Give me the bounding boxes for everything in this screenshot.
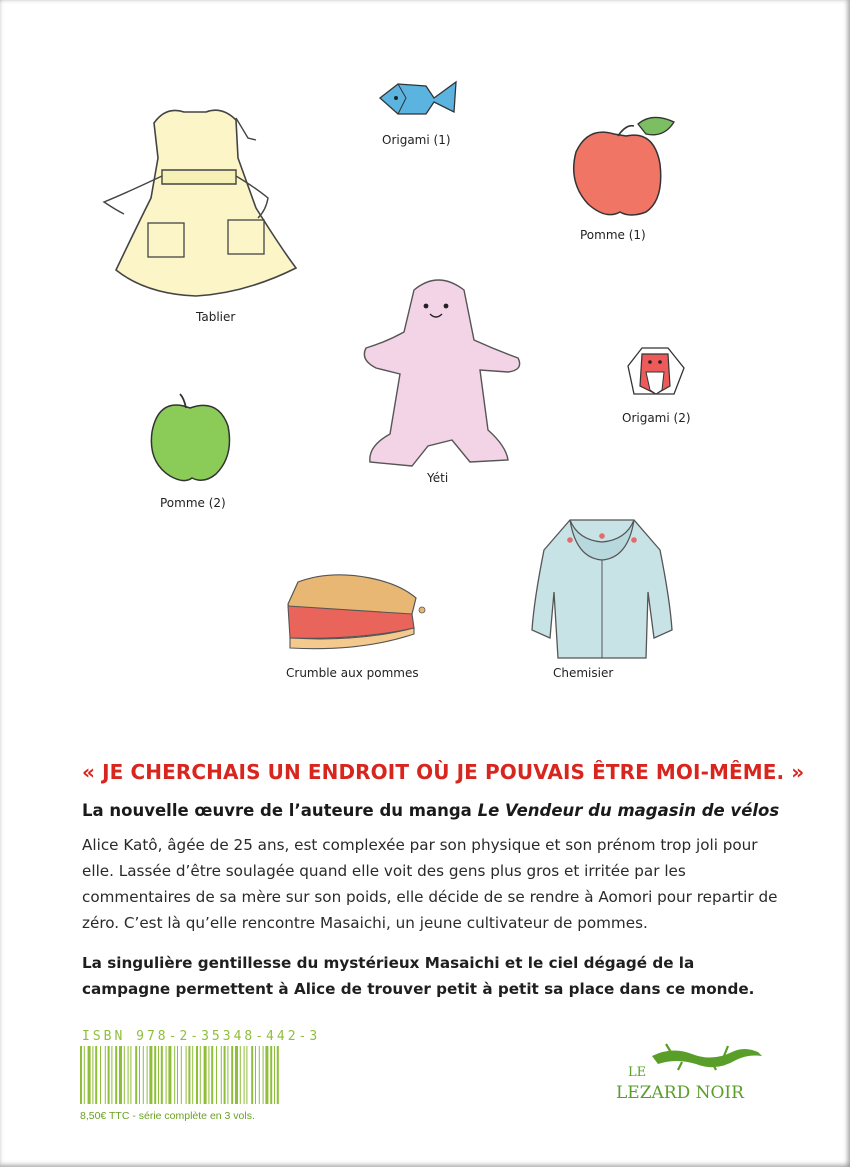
crumble-illustration <box>280 568 430 654</box>
blouse-caption: Chemisier <box>553 666 614 680</box>
red-apple-illustration <box>568 112 690 220</box>
apron-illustration <box>96 98 301 303</box>
price-label: 8,50€ TTC - série complète en 3 vols. <box>80 1110 255 1122</box>
tagline-quote: « JE CHERCHAIS UN ENDROIT OÙ JE POUVAIS ÊTRE MOI-MÊME. » <box>82 760 805 784</box>
origami1-caption: Origami (1) <box>382 133 451 147</box>
origami2-caption: Origami (2) <box>622 411 691 425</box>
publisher-logo <box>612 1040 772 1110</box>
subtitle <box>82 801 779 820</box>
green-apple-illustration <box>144 392 236 484</box>
crumble-caption: Crumble aux pommes <box>286 666 419 680</box>
yeti-illustration <box>356 270 528 472</box>
synopsis-paragraph-2: La singulière gentillesse du mystérieux Masaichi et le ciel dégagé de la campagne permettent à Alice de trouver petit à petit sa place dans ce monde. <box>82 954 755 998</box>
blouse-illustration <box>530 510 676 660</box>
origami-fish-illustration <box>376 76 460 124</box>
lizard-icon <box>652 1049 762 1067</box>
synopsis-paragraph-1: Alice Katô, âgée de 25 ans, est complexée par son physique et son prénom trop joli pour elle. Lassée d’être soulagée quand elle voit des gens plus gros et irritée par les commentaires de sa mère sur son poids, elle décide de se rendre à Aomori pour repartir de zéro. C’est là qu’elle rencontre Masaichi, un jeune cultivateur de pommes. <box>82 836 778 932</box>
barcode-image <box>80 1046 280 1104</box>
apron-caption: Tablier <box>196 310 236 324</box>
subtitle-manga-title: Le Vendeur du magasin de vélos <box>477 801 780 820</box>
publisher-logo-le: LE <box>628 1065 647 1080</box>
origami-box-illustration <box>618 346 692 402</box>
subtitle-prefix: La nouvelle œuvre de l’auteure du manga <box>82 801 478 820</box>
publisher-logo-name: LEZARD NOIR <box>616 1083 744 1103</box>
apple2-caption: Pomme (2) <box>160 496 226 510</box>
isbn-number: ISBN 978-2-35348-442-3 <box>82 1029 321 1044</box>
yeti-caption: Yéti <box>427 471 449 485</box>
apple1-caption: Pomme (1) <box>580 228 646 242</box>
